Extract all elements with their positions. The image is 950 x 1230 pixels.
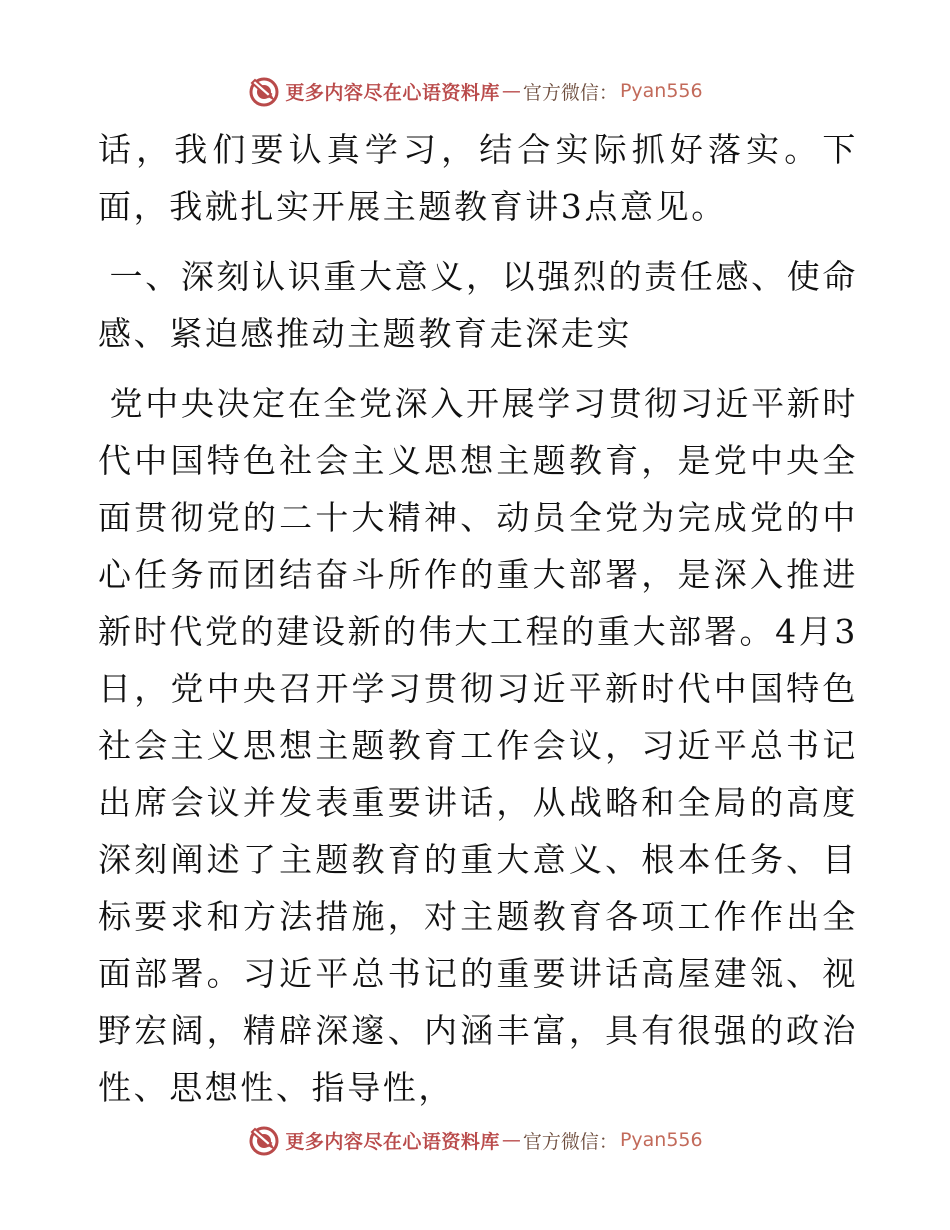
pen-seal-logo-icon <box>247 74 281 108</box>
header-watermark <box>0 74 950 108</box>
watermark-brand: 更多内容尽在心语资料库 <box>285 81 500 104</box>
body-paragraph-continuation: 话，我们要认真学习，结合实际抓好落实。下面，我就扎实开展主题教育讲3点意见。 <box>98 130 858 226</box>
body-paragraph: 党中央决定在全党深入开展学习贯彻习近平新时代中国特色社会主义思想主题教育，是党中央全面贯彻党的二十大精神、动员全党为完成党的中心任务而团结奋斗所作的重大部署，是深入推进新时代党的建设新的伟大工程的重大部署。4月3日，党中央召开学习贯彻习近平新时代中国特色社会主义思想主题教育工作会议，习近平总书记出席会议并发表重要讲话，从战略和全局的高度深刻阐述了主题教育的重大意义、根本任务、目标要求和方法措施，对主题教育各项工作作出全面部署。习近平总书记的重要讲话高屋建瓴、视野宏阔，精辟深邃、内涵丰富，具有很强的政治性、思想性、指导性， <box>98 384 858 1107</box>
section-heading-one: 一、深刻认识重大意义，以强烈的责任感、使命感、紧迫感推动主题教育走深走实 <box>98 257 858 353</box>
watermark-separator: — <box>501 80 521 102</box>
watermark-separator: — <box>501 1129 521 1151</box>
watermark-label: 官方微信： <box>522 1130 618 1153</box>
pen-seal-logo-icon <box>247 1123 281 1157</box>
watermark-label: 官方微信： <box>522 81 618 104</box>
watermark-brand: 更多内容尽在心语资料库 <box>285 1130 500 1153</box>
watermark-wechat-id: Pyan556 <box>619 80 703 102</box>
footer-watermark <box>0 1123 950 1157</box>
watermark-wechat-id: Pyan556 <box>619 1129 703 1151</box>
document-body <box>98 121 858 1116</box>
